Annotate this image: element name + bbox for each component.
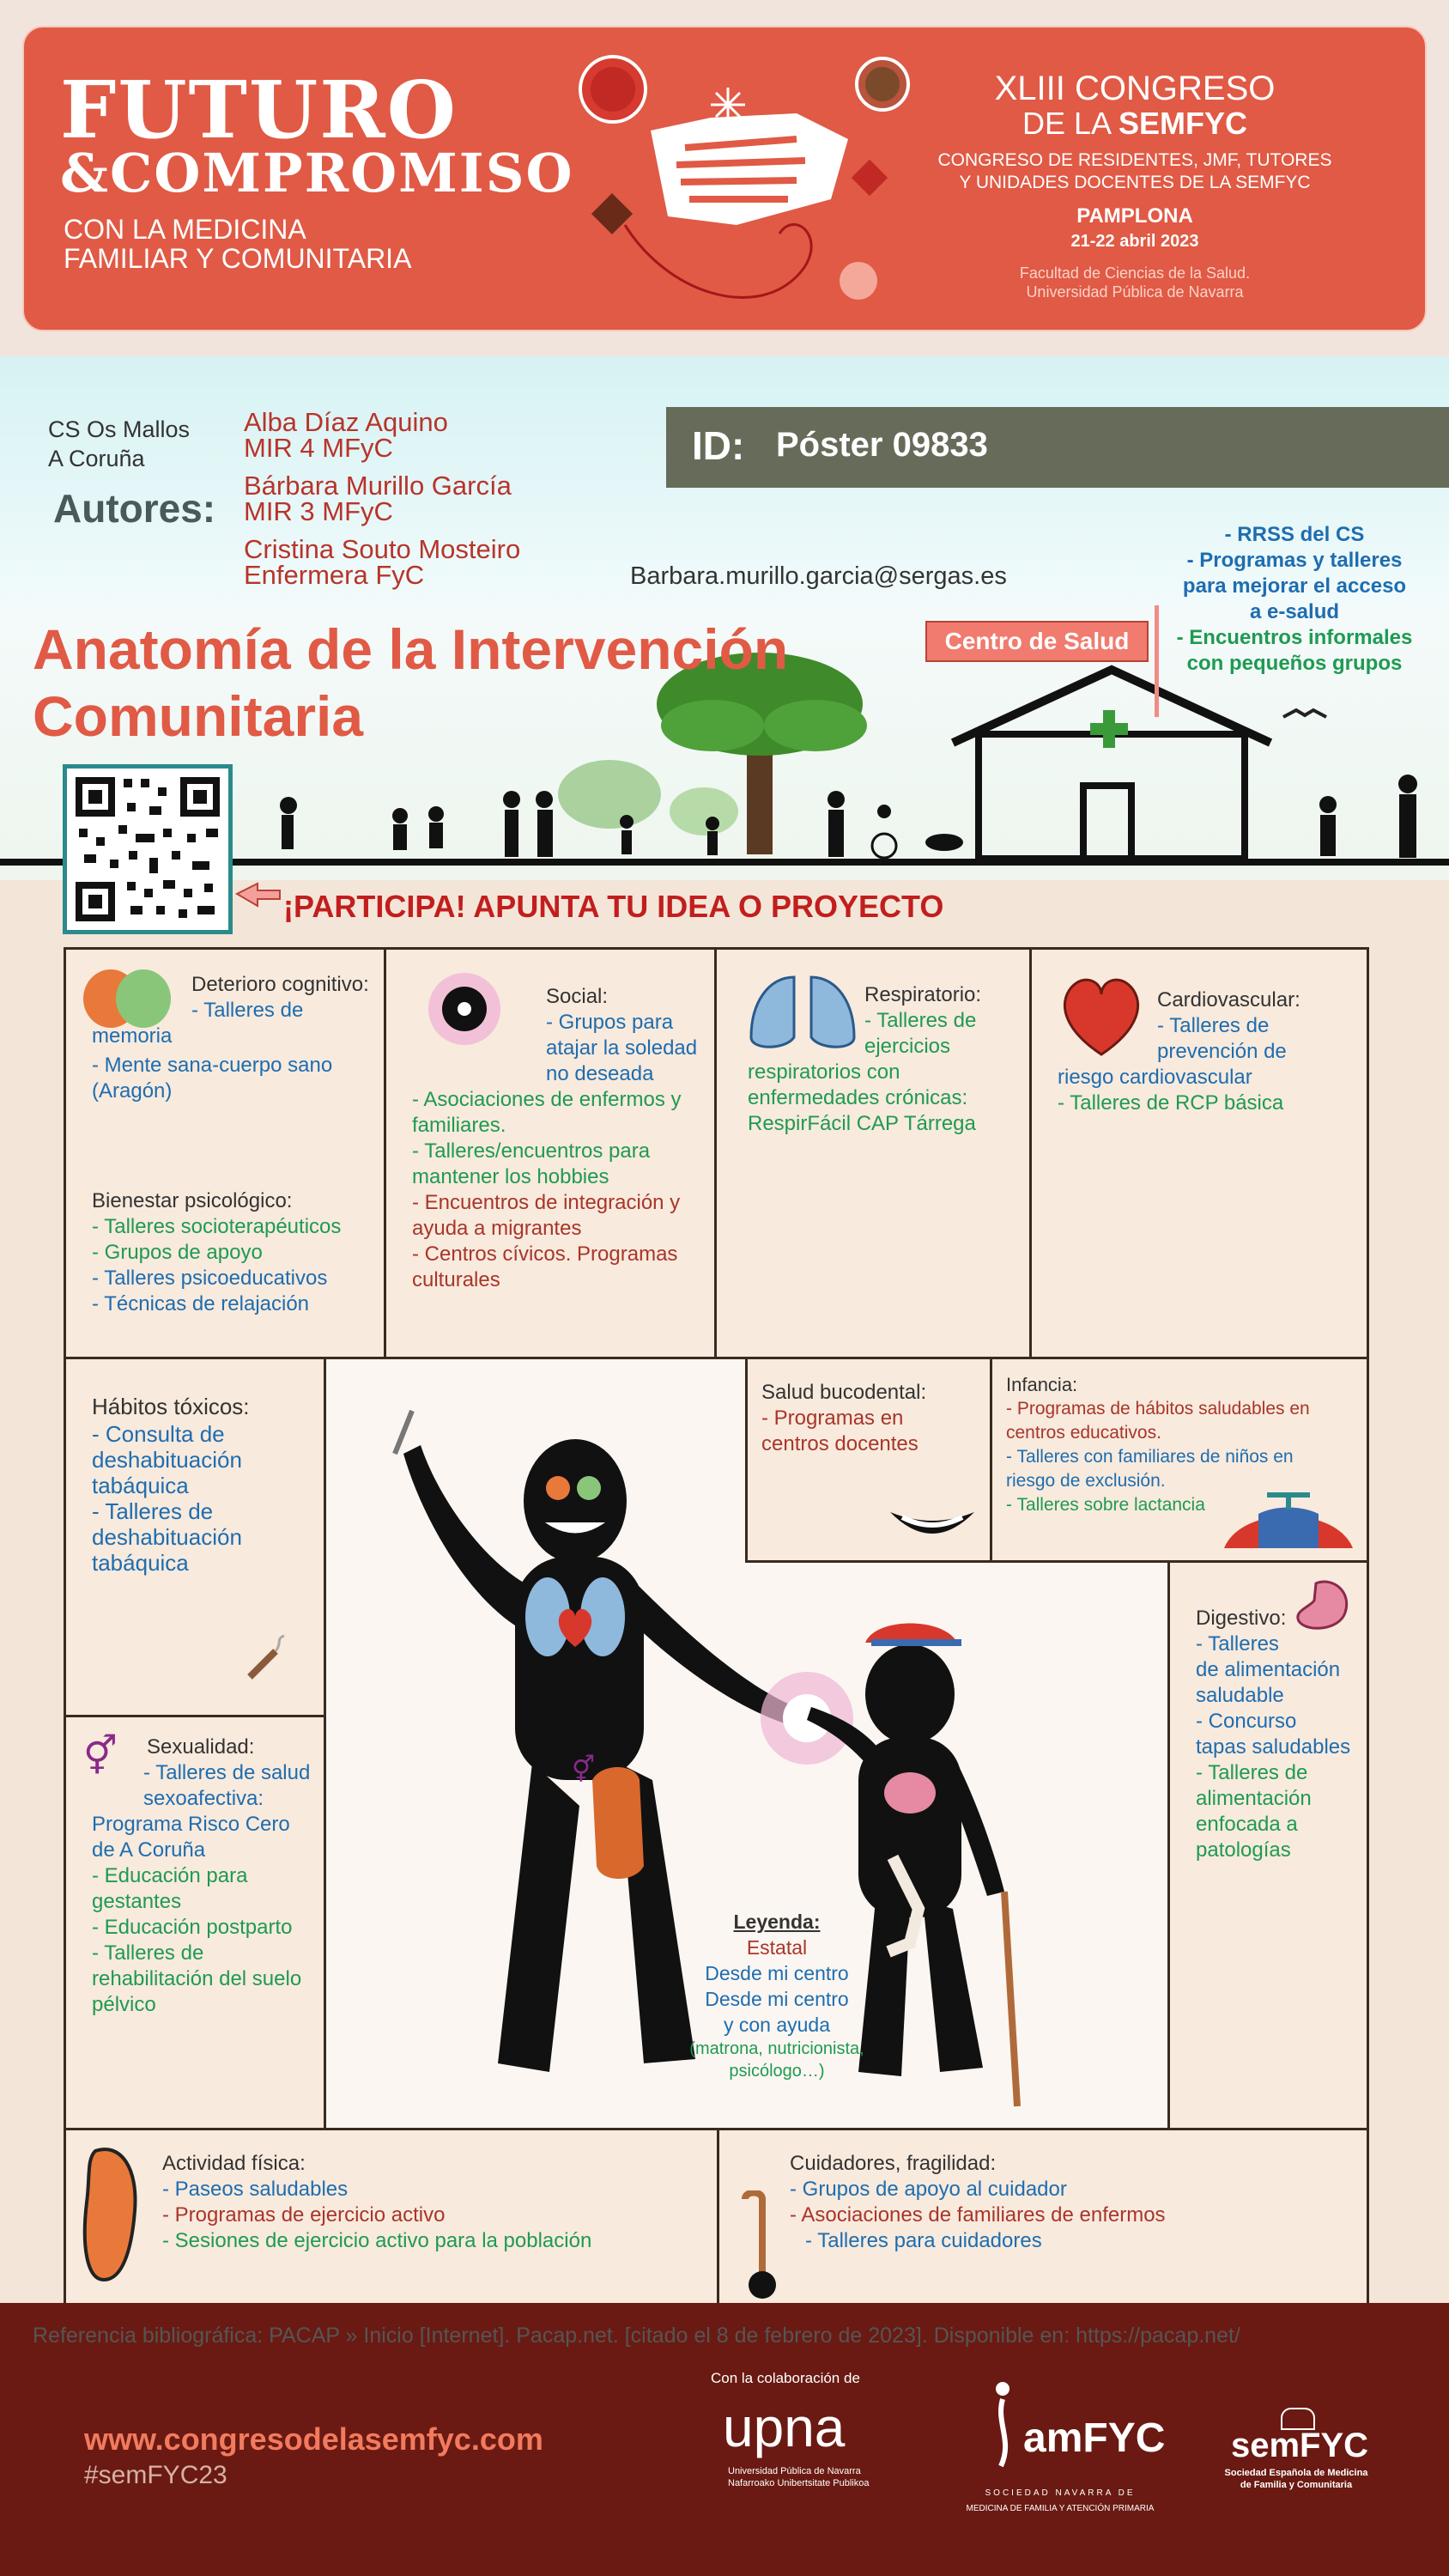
cell-item: no deseada xyxy=(546,1062,654,1085)
mouth-icon xyxy=(885,1504,979,1548)
cell-item: - Talleres de xyxy=(92,1498,214,1524)
cell-item: memoria xyxy=(92,1024,173,1048)
cell-item: mantener los hobbies xyxy=(412,1165,609,1188)
cell-item: - Talleres con familiares de niños en xyxy=(1006,1447,1294,1467)
propeller-cap-icon xyxy=(1207,1488,1361,1557)
cell-item: - Talleres de xyxy=(1157,1014,1270,1037)
subtitle-line1: CON LA MEDICINA xyxy=(64,214,306,245)
footer-hashtag: #semFYC23 xyxy=(84,2461,227,2489)
cell-item: - Educación para xyxy=(92,1864,248,1887)
cell-item: - Talleres de xyxy=(92,1941,204,1965)
author-name: Alba Díaz Aquino xyxy=(244,407,448,437)
venue-line2: Universidad Pública de Navarra xyxy=(1026,283,1244,301)
cell-childhood xyxy=(990,1357,1369,1563)
cell-title: Actividad física: xyxy=(162,2152,306,2175)
cane-icon xyxy=(728,2190,788,2302)
cell-item: - Talleres/encuentros para xyxy=(412,1139,651,1163)
legend-item-note: psicólogo…) xyxy=(729,2062,825,2081)
cell-item: prevención de xyxy=(1157,1040,1287,1063)
legend-item-state: Estatal xyxy=(746,1936,808,1959)
cell-item: - Técnicas de relajación xyxy=(92,1292,310,1315)
author-email[interactable]: Barbara.murillo.garcia@sergas.es xyxy=(630,562,1007,590)
cell-item: patologías xyxy=(1196,1838,1291,1862)
center-action-item: a e-salud xyxy=(1249,600,1340,623)
cell-item: tabáquica xyxy=(92,1550,189,1576)
legend-item-center: Desde mi centro xyxy=(705,1962,849,1984)
author-name: Bárbara Murillo García xyxy=(244,471,512,501)
lungs-icon xyxy=(743,969,863,1054)
congress-line2-prefix: DE LA xyxy=(1022,106,1119,141)
authors-list xyxy=(244,407,521,590)
cell-social xyxy=(384,947,717,1359)
cell-item: Programa Risco Cero xyxy=(92,1813,290,1836)
cell-item: riesgo de exclusión. xyxy=(1006,1471,1166,1491)
cell-item: - Talleres de xyxy=(1196,1761,1308,1784)
cell-item: RespirFácil CAP Tárrega xyxy=(748,1112,976,1135)
title-amp: & xyxy=(60,142,110,204)
cell-item: - Grupos de apoyo al cuidador xyxy=(790,2178,1067,2201)
cell-item: - Programas de hábitos saludables en xyxy=(1006,1399,1310,1419)
cell-item: de A Coruña xyxy=(92,1838,206,1862)
legend-title: Leyenda: xyxy=(733,1911,821,1933)
poster-title-line1: Anatomía de la Intervención xyxy=(33,617,789,681)
cell-item: deshabituación xyxy=(92,1524,242,1550)
cell-item: rehabilitación del suelo xyxy=(92,1967,302,1990)
semfyc-sub1: Sociedad Española de Medicina xyxy=(1224,2468,1368,2478)
title-compromiso xyxy=(60,139,574,208)
semfyc-sub2: de Familia y Comunitaria xyxy=(1240,2480,1353,2490)
authors-label: Autores: xyxy=(53,486,216,531)
footer-website[interactable]: www.congresodelasemfyc.com xyxy=(84,2421,543,2457)
cell-title: Sexualidad: xyxy=(147,1735,255,1759)
cell-item: - Programas en xyxy=(761,1406,904,1430)
cell-item: centros educativos. xyxy=(1006,1423,1161,1443)
cell-item: - Talleres para cuidadores xyxy=(805,2229,1042,2252)
cell-item: pélvico xyxy=(92,1993,156,2016)
reference-text: Referencia bibliográfica: PACAP » Inicio [Internet]. Pacap.net. [citado el 8 de febrero de 2023]. Disponible en: https://pacap.net/ xyxy=(33,2324,1240,2348)
cell-title: Salud bucodental: xyxy=(761,1381,927,1404)
cell-item: - Talleres de RCP básica xyxy=(1058,1091,1284,1115)
namfyc-sub1: SOCIEDAD NAVARRA DE xyxy=(985,2488,1136,2498)
center-line1: CS Os Mallos xyxy=(48,416,191,442)
cell-item: - Talleres de xyxy=(191,999,304,1022)
center-action-item: - Encuentros informales xyxy=(1176,626,1413,649)
cell-caregivers xyxy=(717,2128,1369,2310)
congress-desc-2: Y UNIDADES DOCENTES DE LA SEMFYC xyxy=(959,173,1311,192)
svg-text:⚥: ⚥ xyxy=(572,1755,596,1785)
arrow-icon xyxy=(232,878,283,913)
cell-item: - Paseos saludables xyxy=(162,2178,349,2201)
author-role: Enfermera FyC xyxy=(244,560,425,590)
cell-cardio xyxy=(1029,947,1369,1359)
author-name: Cristina Souto Mosteiro xyxy=(244,534,521,564)
cell-title: Social: xyxy=(546,985,609,1008)
center-line2: A Coruña xyxy=(48,446,145,471)
cell-title: Digestivo: xyxy=(1196,1607,1287,1630)
cell-item: sexoafectiva: xyxy=(143,1787,264,1810)
cell-item: riesgo cardiovascular xyxy=(1058,1066,1252,1089)
cell-item: enfermedades crónicas: xyxy=(748,1086,968,1109)
cell-item: familiares. xyxy=(412,1114,506,1137)
cell-item: - Asociaciones de familiares de enfermos xyxy=(790,2203,1166,2227)
cell-activity xyxy=(64,2128,719,2310)
center-sign: Centro de Salud xyxy=(925,621,1149,662)
author-role: MIR 3 MFyC xyxy=(244,496,393,526)
semfyc-logo: semFYC xyxy=(1231,2427,1369,2464)
cell-item: - Encuentros de integración y xyxy=(412,1191,681,1214)
namfyc-sub2: MEDICINA DE FAMILIA Y ATENCIÓN PRIMARIA xyxy=(966,2504,1155,2513)
cell-item: atajar la soledad xyxy=(546,1036,698,1060)
center-name xyxy=(48,415,190,473)
cell-item: - Grupos de apoyo xyxy=(92,1241,263,1264)
qr-code-image xyxy=(67,769,228,930)
cell-title: Hábitos tóxicos: xyxy=(92,1394,250,1419)
cell-item: - Talleres de xyxy=(864,1009,977,1032)
cell-item: - Educación postparto xyxy=(92,1916,293,1939)
cell-item: alimentación xyxy=(1196,1787,1312,1810)
upna-logo: upna xyxy=(723,2397,846,2458)
cell-item: de alimentación xyxy=(1196,1658,1341,1681)
cell-title: Bienestar psicológico: xyxy=(92,1189,293,1212)
cell-item: enfocada a xyxy=(1196,1813,1298,1836)
upna-sub2: Nafarroako Unibertsitate Publikoa xyxy=(728,2478,870,2488)
center-action-item: con pequeños grupos xyxy=(1186,652,1403,675)
heart-icon xyxy=(1054,969,1149,1063)
legend xyxy=(687,1909,867,2082)
cell-item: - Talleres de salud xyxy=(143,1761,311,1784)
cell-item: - Programas de ejercicio activo xyxy=(162,2203,446,2227)
participate-banner: ¡PARTICIPA! APUNTA TU IDEA O PROYECTO xyxy=(283,889,944,924)
cell-item: - Centros cívicos. Programas xyxy=(412,1242,678,1266)
poster-title-line2: Comunitaria xyxy=(33,684,364,748)
legend-item-center-help: y con ayuda xyxy=(723,2014,831,2036)
cell-item: saludable xyxy=(1196,1684,1284,1707)
center-actions-list xyxy=(1149,522,1440,677)
cell-title: Infancia: xyxy=(1006,1374,1078,1395)
congress-desc-1: CONGRESO DE RESIDENTES, JMF, TUTORES xyxy=(937,150,1332,170)
venue-line1: Facultad de Ciencias de la Salud. xyxy=(1019,264,1251,282)
poster-id-label: ID: xyxy=(692,423,745,468)
cell-toxic xyxy=(64,1357,326,1717)
cell-item: - Talleres psicoeducativos xyxy=(92,1267,328,1290)
cell-item: - Talleres xyxy=(1196,1632,1279,1656)
congress-line1: XLIII CONGRESO xyxy=(994,70,1276,107)
cell-item: tabáquica xyxy=(92,1473,189,1498)
cell-item: centros docentes xyxy=(761,1432,919,1455)
legend-item-center-help: Desde mi centro xyxy=(705,1988,849,2010)
poster-id-value: Póster 09833 xyxy=(776,426,988,464)
cell-title: Cardiovascular: xyxy=(1157,988,1300,1012)
muscle-icon xyxy=(78,2142,147,2288)
cell-item: ejercicios xyxy=(864,1035,951,1058)
cell-item: - Talleres sobre lactancia xyxy=(1006,1495,1205,1515)
cell-item: - Consulta de xyxy=(92,1421,225,1447)
namfyc-logo: amFYC xyxy=(1023,2415,1166,2461)
congress-line2 xyxy=(955,106,1315,141)
gender-icon: ⚥ xyxy=(83,1735,118,1777)
handshake-icon xyxy=(426,970,503,1048)
cell-digestive xyxy=(1167,1560,1369,2130)
center-action-item: - Programas y talleres xyxy=(1186,549,1403,572)
cell-item: - Talleres socioterapéuticos xyxy=(92,1215,342,1238)
header-band xyxy=(0,0,1449,356)
cell-item: gestantes xyxy=(92,1890,182,1913)
cell-cognitive xyxy=(64,947,386,1359)
cell-respiratory xyxy=(714,947,1032,1359)
cell-title: Cuidadores, fragilidad: xyxy=(790,2152,997,2175)
cell-title: Deterioro cognitivo: xyxy=(191,973,369,996)
stomach-icon xyxy=(1290,1577,1359,1637)
cell-item: - Grupos para xyxy=(546,1011,674,1034)
cell-item: respiratorios con xyxy=(748,1060,900,1084)
hands-illustration xyxy=(539,36,934,319)
subtitle-line2: FAMILIAR Y COMUNITARIA xyxy=(64,243,412,274)
qr-code[interactable] xyxy=(63,764,233,934)
cell-oral xyxy=(745,1357,992,1563)
header-card xyxy=(22,26,1427,331)
collab-label: Con la colaboración de xyxy=(711,2370,860,2386)
cell-sexuality xyxy=(64,1715,326,2130)
cell-item: - Mente sana-cuerpo sano xyxy=(92,1054,333,1077)
legend-item-note: (matrona, nutricionista, xyxy=(689,2039,864,2058)
poster-id-box xyxy=(666,407,1449,488)
upna-sub1: Universidad Pública de Navarra xyxy=(728,2466,861,2476)
title-compromiso-text: COMPROMISO xyxy=(109,142,574,204)
cell-item: tapas saludables xyxy=(1196,1735,1351,1759)
cell-item: culturales xyxy=(412,1268,500,1291)
cell-item: (Aragón) xyxy=(92,1079,173,1103)
author-role: MIR 4 MFyC xyxy=(244,433,393,463)
cell-item: - Sesiones de ejercicio activo para la población xyxy=(162,2229,592,2252)
congress-line2-strong: SEMFYC xyxy=(1119,106,1248,141)
congress-city: PAMPLONA xyxy=(1076,204,1193,228)
cell-item: - Asociaciones de enfermos y xyxy=(412,1088,682,1111)
cell-item: - Concurso xyxy=(1196,1710,1297,1733)
cell-item: ayuda a migrantes xyxy=(412,1217,582,1240)
cell-title: Respiratorio: xyxy=(864,983,982,1006)
center-action-item: para mejorar el acceso xyxy=(1182,574,1407,598)
namfyc-emblem-icon xyxy=(987,2380,1022,2475)
congress-dates: 21-22 abril 2023 xyxy=(1070,232,1199,251)
cell-item: deshabituación xyxy=(92,1447,242,1473)
center-action-item: - RRSS del CS xyxy=(1224,523,1365,546)
cigarette-icon xyxy=(241,1634,293,1686)
title-futuro: FUTURO xyxy=(60,64,458,156)
